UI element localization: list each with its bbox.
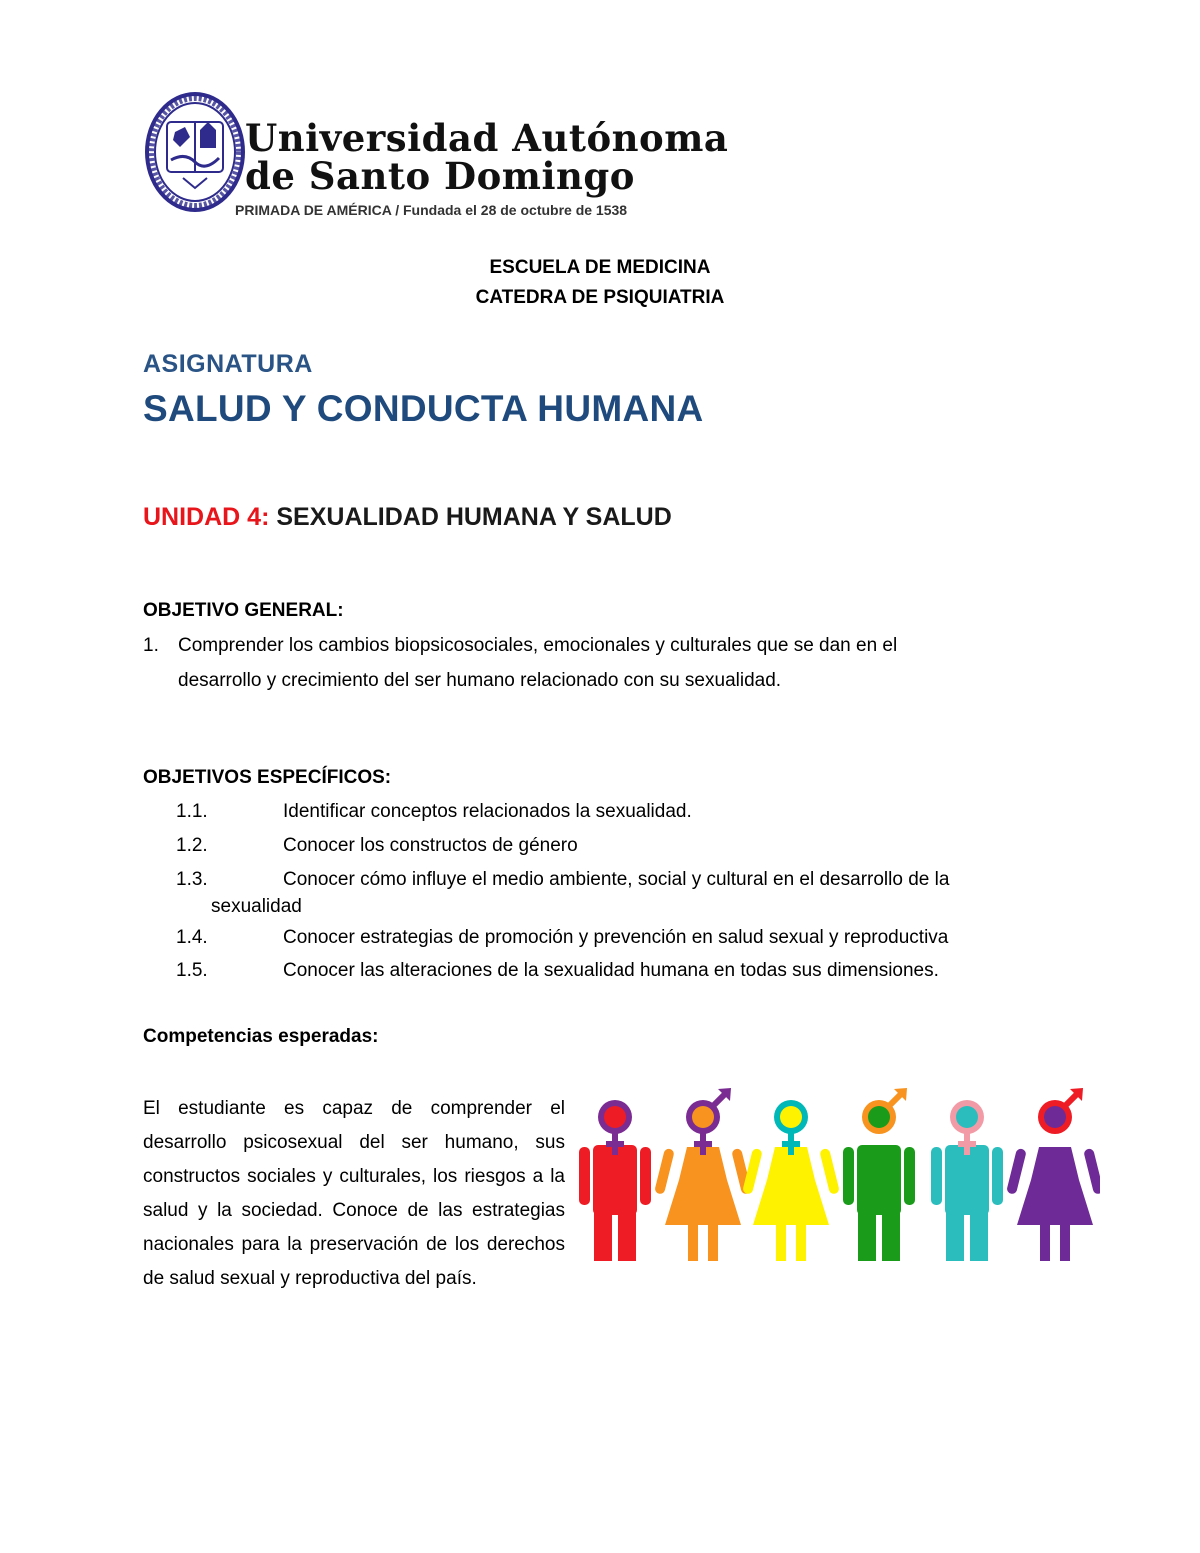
- figure-6: [1006, 1088, 1100, 1261]
- figure-3: [742, 1100, 840, 1261]
- subject-title: SALUD Y CONDUCTA HUMANA: [143, 388, 704, 429]
- specific-objective-text: Conocer las alteraciones de la sexualidad humana en todas sus dimensiones.: [283, 960, 939, 981]
- chair-heading: CATEDRA DE PSIQUIATRIA: [475, 287, 725, 308]
- specific-objective-continuation: sexualidad: [211, 896, 302, 917]
- specific-objective-text: Conocer cómo influye el medio ambiente, social y cultural en el desarrollo de la: [283, 869, 950, 890]
- figure-4: [843, 1088, 915, 1261]
- general-objective-line2: desarrollo y crecimiento del ser humano relacionado con su sexualidad.: [178, 670, 782, 691]
- specific-objective-number: 1.5.: [176, 960, 208, 981]
- school-heading: ESCUELA DE MEDICINA: [489, 257, 711, 278]
- gender-diversity-figures-icon: [570, 1085, 1100, 1265]
- unit-title: SEXUALIDAD HUMANA Y SALUD: [276, 503, 672, 531]
- general-objective-line1: Comprender los cambios biopsicosociales, emocionales y culturales que se dan en el: [178, 635, 898, 656]
- unit-label: UNIDAD 4:: [143, 503, 270, 531]
- specific-objective-text: Conocer los constructos de género: [283, 835, 578, 856]
- specific-objective-number: 1.1.: [176, 801, 208, 822]
- university-logo: [145, 92, 729, 222]
- specific-objective-number: 1.2.: [176, 835, 208, 856]
- university-name-line1: Universidad Autónoma: [245, 116, 729, 160]
- university-name-line2: de Santo Domingo: [245, 154, 635, 198]
- figure-2: [654, 1088, 752, 1261]
- competencies-paragraph: El estudiante es capaz de comprender el desarrollo psicosexual del ser humano, sus constructos sociales y culturales, los riesgos a la salud y la sociedad. Conoce de las estrategias nacionales para la preservación de los derechos de salud sexual y reproductiva del país.: [143, 1098, 565, 1289]
- figure-1: [579, 1100, 651, 1261]
- unit-heading: [143, 503, 672, 532]
- specific-objective-number: 1.4.: [176, 927, 208, 948]
- general-objective-number: 1.: [143, 635, 159, 656]
- competencies-heading: Competencias esperadas:: [143, 1026, 379, 1047]
- university-seal-icon: [145, 92, 245, 212]
- specific-objective-text: Conocer estrategias de promoción y prevención en salud sexual y reproductiva: [283, 927, 949, 948]
- figure-5: [931, 1100, 1003, 1261]
- specific-objectives-heading: OBJETIVOS ESPECÍFICOS:: [143, 767, 392, 788]
- specific-objective-text: Identificar conceptos relacionados la sexualidad.: [283, 801, 692, 822]
- specific-objective-number: 1.3.: [176, 869, 208, 890]
- subject-label: ASIGNATURA: [143, 350, 313, 378]
- general-objective-heading: OBJETIVO GENERAL:: [143, 600, 344, 621]
- university-tagline: PRIMADA DE AMÉRICA / Fundada el 28 de octubre de 1538: [235, 202, 628, 218]
